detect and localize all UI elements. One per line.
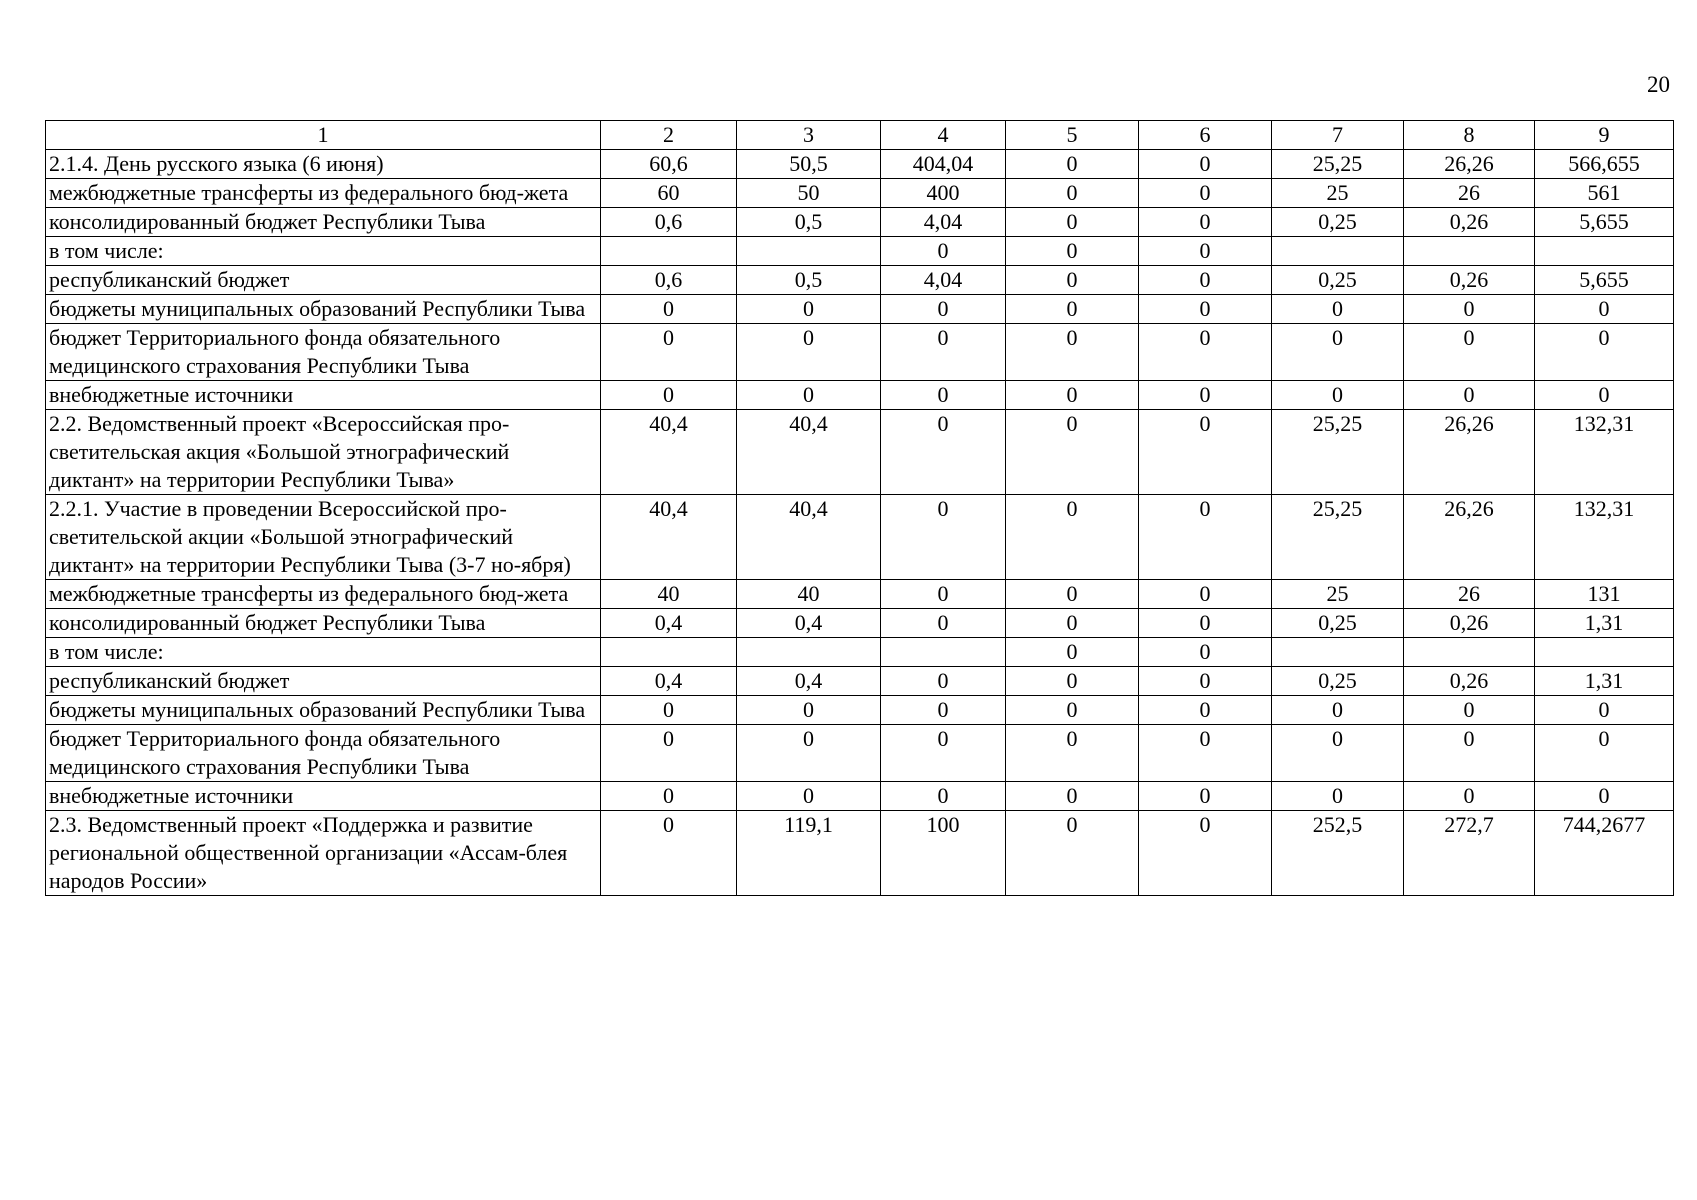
value-cell: 60,6 [601,150,737,179]
value-cell: 0 [1139,638,1272,667]
value-cell: 0 [1006,725,1139,782]
value-cell: 0,6 [601,208,737,237]
value-cell: 25,25 [1272,495,1404,580]
table-row [46,150,1674,179]
row-label: 2.2.1. Участие в проведении Всероссийской про-светительской акции «Большой этнографический диктант» на территории Республики Тыва (3-7 но-ября) [46,495,601,580]
table-row [46,725,1674,782]
value-cell: 25 [1272,179,1404,208]
value-cell [601,237,737,266]
table-row [46,811,1674,896]
page-number: 20 [1647,72,1670,97]
row-label: межбюджетные трансферты из федерального бюд-жета [46,179,601,208]
table-row [46,696,1674,725]
value-cell: 5,655 [1535,266,1674,295]
value-cell: 26 [1404,580,1535,609]
value-cell: 0 [601,324,737,381]
value-cell: 0,4 [601,609,737,638]
value-cell: 0,26 [1404,266,1535,295]
value-cell: 0 [1006,237,1139,266]
value-cell: 40 [737,580,881,609]
row-label: 2.2. Ведомственный проект «Всероссийская про-светительская акция «Большой этнографический диктант» на территории Республики Тыва» [46,410,601,495]
value-cell: 0 [601,811,737,896]
value-cell: 0 [1139,381,1272,410]
value-cell: 0 [601,782,737,811]
row-label: в том числе: [46,638,601,667]
value-cell: 0 [1535,696,1674,725]
value-cell: 0 [881,782,1006,811]
column-header: 6 [1139,121,1272,150]
budget-table [45,120,1674,896]
value-cell: 0 [1272,725,1404,782]
value-cell: 0 [1139,696,1272,725]
value-cell: 0 [1404,295,1535,324]
value-cell [1535,638,1674,667]
row-label: 2.3. Ведомственный проект «Поддержка и развитие региональной общественной организации «Ассам-блея народов России» [46,811,601,896]
value-cell: 0 [881,609,1006,638]
value-cell: 26,26 [1404,495,1535,580]
value-cell: 0 [1272,381,1404,410]
value-cell: 100 [881,811,1006,896]
value-cell: 0 [1006,410,1139,495]
table-row [46,295,1674,324]
value-cell: 40 [601,580,737,609]
value-cell: 0 [1139,179,1272,208]
value-cell: 132,31 [1535,495,1674,580]
table-row [46,266,1674,295]
column-header: 5 [1006,121,1139,150]
column-header: 3 [737,121,881,150]
value-cell: 400 [881,179,1006,208]
value-cell: 0 [1006,295,1139,324]
row-label: 2.1.4. День русского языка (6 июня) [46,150,601,179]
value-cell: 0 [1006,150,1139,179]
value-cell: 0,26 [1404,667,1535,696]
value-cell: 252,5 [1272,811,1404,896]
value-cell: 0 [737,696,881,725]
value-cell: 0,26 [1404,609,1535,638]
value-cell: 0 [1006,667,1139,696]
value-cell: 0 [601,381,737,410]
value-cell: 0 [881,410,1006,495]
value-cell: 0 [1535,381,1674,410]
value-cell: 0 [881,381,1006,410]
row-label: республиканский бюджет [46,266,601,295]
value-cell: 0 [1139,667,1272,696]
header-row [46,121,1674,150]
row-label: республиканский бюджет [46,667,601,696]
value-cell: 0,25 [1272,266,1404,295]
value-cell: 40,4 [737,410,881,495]
value-cell: 0 [1272,324,1404,381]
value-cell: 0 [737,295,881,324]
table-row [46,609,1674,638]
value-cell: 60 [601,179,737,208]
value-cell: 0 [1535,324,1674,381]
value-cell: 26,26 [1404,410,1535,495]
value-cell: 0 [1139,237,1272,266]
value-cell: 5,655 [1535,208,1674,237]
value-cell: 0 [1404,725,1535,782]
row-label: бюджеты муниципальных образований Республики Тыва [46,696,601,725]
value-cell [1404,237,1535,266]
value-cell: 0 [737,381,881,410]
value-cell: 40,4 [601,495,737,580]
value-cell: 0 [1006,381,1139,410]
table-row [46,208,1674,237]
value-cell: 119,1 [737,811,881,896]
table-row [46,580,1674,609]
value-cell [737,638,881,667]
table-body [46,121,1674,896]
value-cell: 0 [1006,495,1139,580]
value-cell: 744,2677 [1535,811,1674,896]
value-cell: 0 [1404,381,1535,410]
value-cell [601,638,737,667]
column-header: 2 [601,121,737,150]
row-label: бюджет Территориального фонда обязательного медицинского страхования Республики Тыва [46,725,601,782]
value-cell: 0 [1272,696,1404,725]
column-header: 7 [1272,121,1404,150]
row-label: внебюджетные источники [46,782,601,811]
column-header: 1 [46,121,601,150]
column-header: 8 [1404,121,1535,150]
value-cell: 0 [1006,266,1139,295]
value-cell: 4,04 [881,208,1006,237]
value-cell: 0 [1139,266,1272,295]
value-cell: 40,4 [737,495,881,580]
value-cell: 0 [1006,609,1139,638]
value-cell: 0 [737,782,881,811]
value-cell: 566,655 [1535,150,1674,179]
value-cell: 0 [881,237,1006,266]
value-cell: 50,5 [737,150,881,179]
value-cell: 0 [1404,782,1535,811]
table-row [46,324,1674,381]
value-cell: 0 [1272,782,1404,811]
value-cell [737,237,881,266]
value-cell: 0 [1404,696,1535,725]
table-row [46,410,1674,495]
value-cell: 0 [1139,495,1272,580]
value-cell: 0 [601,295,737,324]
value-cell: 0 [737,725,881,782]
value-cell: 0 [881,667,1006,696]
value-cell: 0 [601,725,737,782]
column-header: 4 [881,121,1006,150]
value-cell [881,638,1006,667]
value-cell: 0 [1139,324,1272,381]
value-cell: 0 [1139,609,1272,638]
table-row [46,667,1674,696]
row-label: внебюджетные источники [46,381,601,410]
value-cell: 4,04 [881,266,1006,295]
value-cell: 0 [881,580,1006,609]
value-cell: 0 [1006,324,1139,381]
value-cell [1535,237,1674,266]
table-row [46,495,1674,580]
value-cell: 26 [1404,179,1535,208]
table-row [46,179,1674,208]
value-cell: 0 [1535,725,1674,782]
value-cell: 0 [1139,811,1272,896]
value-cell: 272,7 [1404,811,1535,896]
value-cell: 0 [1535,782,1674,811]
value-cell: 26,26 [1404,150,1535,179]
value-cell: 0 [601,696,737,725]
value-cell: 0 [1006,179,1139,208]
value-cell: 131 [1535,580,1674,609]
value-cell: 0,5 [737,266,881,295]
value-cell: 0 [1139,410,1272,495]
value-cell: 0 [881,324,1006,381]
value-cell: 0 [1139,782,1272,811]
value-cell: 25,25 [1272,410,1404,495]
value-cell: 0,26 [1404,208,1535,237]
value-cell: 404,04 [881,150,1006,179]
column-header: 9 [1535,121,1674,150]
table-row [46,381,1674,410]
value-cell: 0 [1139,295,1272,324]
value-cell [1404,638,1535,667]
value-cell: 0 [881,725,1006,782]
value-cell: 0 [881,696,1006,725]
value-cell: 0,4 [737,609,881,638]
value-cell: 0 [1272,295,1404,324]
value-cell: 0 [1535,295,1674,324]
value-cell [1272,237,1404,266]
value-cell: 0 [1006,580,1139,609]
value-cell: 0 [1006,811,1139,896]
table-row [46,237,1674,266]
table-row [46,782,1674,811]
value-cell: 0,6 [601,266,737,295]
row-label: бюджет Территориального фонда обязательного медицинского страхования Республики Тыва [46,324,601,381]
value-cell: 0 [737,324,881,381]
value-cell: 0,25 [1272,609,1404,638]
value-cell: 0 [1006,638,1139,667]
value-cell: 0 [1006,208,1139,237]
value-cell: 0 [1139,580,1272,609]
value-cell: 0,4 [737,667,881,696]
row-label: межбюджетные трансферты из федерального бюд-жета [46,580,601,609]
value-cell: 0 [1139,208,1272,237]
value-cell: 1,31 [1535,667,1674,696]
value-cell: 0,4 [601,667,737,696]
row-label: в том числе: [46,237,601,266]
value-cell: 0 [1139,725,1272,782]
value-cell: 0,5 [737,208,881,237]
row-label: консолидированный бюджет Республики Тыва [46,208,601,237]
value-cell: 0,25 [1272,208,1404,237]
value-cell: 0 [1006,696,1139,725]
value-cell: 1,31 [1535,609,1674,638]
table-row [46,638,1674,667]
value-cell: 25 [1272,580,1404,609]
value-cell: 561 [1535,179,1674,208]
value-cell: 0 [1139,150,1272,179]
value-cell: 50 [737,179,881,208]
row-label: консолидированный бюджет Республики Тыва [46,609,601,638]
value-cell: 0 [1006,782,1139,811]
value-cell: 0 [881,295,1006,324]
value-cell: 40,4 [601,410,737,495]
value-cell: 0 [1404,324,1535,381]
value-cell: 132,31 [1535,410,1674,495]
row-label: бюджеты муниципальных образований Республики Тыва [46,295,601,324]
value-cell: 25,25 [1272,150,1404,179]
value-cell [1272,638,1404,667]
value-cell: 0,25 [1272,667,1404,696]
value-cell: 0 [881,495,1006,580]
